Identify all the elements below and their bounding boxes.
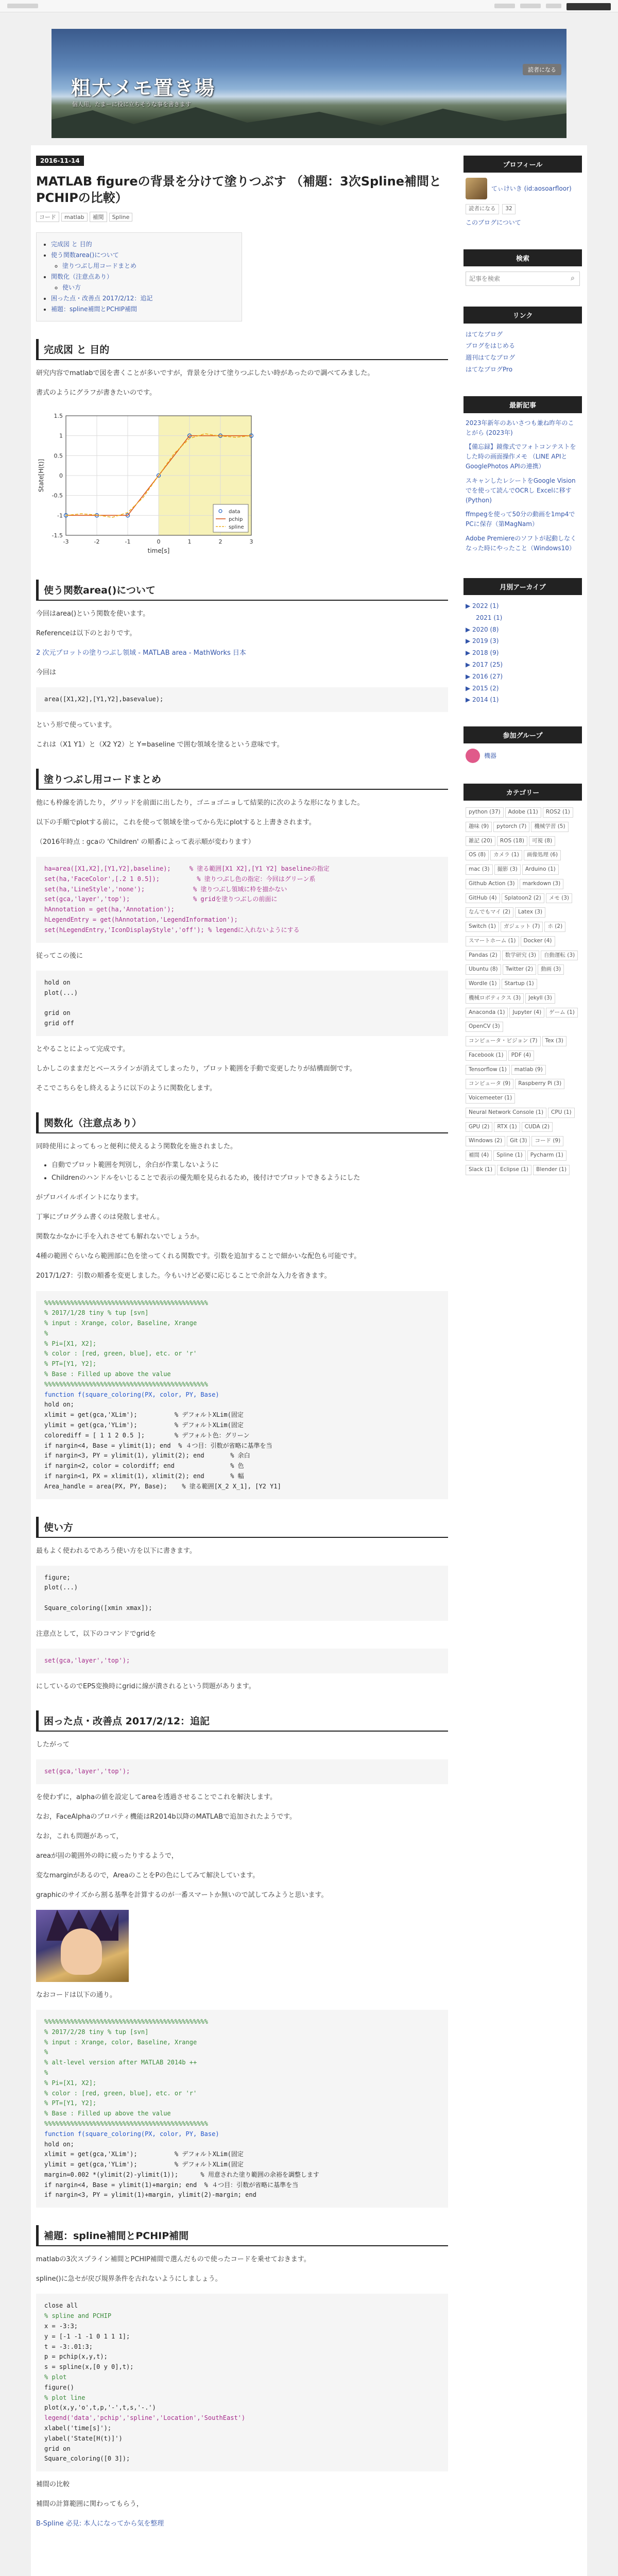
code-line: % Pi=[X1, X2]; bbox=[44, 2079, 97, 2087]
category-link[interactable]: Jupyter (4) bbox=[509, 1008, 544, 1018]
toc-item[interactable]: 使い方 bbox=[62, 283, 81, 291]
category-link[interactable]: Latex (3) bbox=[515, 907, 545, 918]
archive-year[interactable]: ▶ 2019 (3) bbox=[466, 637, 499, 645]
category-link[interactable]: Facebook (1) bbox=[466, 1050, 507, 1061]
code-block: set(gca,'layer','top'); bbox=[36, 1649, 448, 1673]
profile-name[interactable]: てぃけいき (id:aosoarfloor) bbox=[491, 184, 572, 192]
code-line: Area_handle = area(PX, PY, Base); % 塗る範囲[X_2 X_1], [Y2 Y1] bbox=[44, 1482, 281, 1490]
code-line: %%%%%%%%%%%%%%%%%%%%%%%%%%%%%%%%%%%%%%%%%%%% bbox=[44, 2018, 208, 2025]
y-tick-label: -0.5 bbox=[52, 492, 63, 499]
paragraph: これは（X1 Y1）と（X2 Y2）と Y=baseline で囲む領域を塗るという意味です。 bbox=[36, 740, 284, 749]
hatena-global-nav bbox=[0, 0, 618, 12]
group-icon[interactable] bbox=[466, 749, 480, 763]
x-tick-label: 3 bbox=[249, 538, 253, 545]
section-heading: 困った点・改善点 2017/2/12：追記 bbox=[36, 1710, 448, 1732]
code-line: %%%%%%%%%%%%%%%%%%%%%%%%%%%%%%%%%%%%%%%%%%%% bbox=[44, 1299, 208, 1307]
subscribe-badge[interactable]: 読者になる bbox=[466, 204, 499, 214]
group-link[interactable]: 機器 bbox=[484, 752, 497, 759]
category-link[interactable]: なんでもマイ (2) bbox=[466, 907, 513, 918]
paragraph: graphicのサイズから割る基準を計算するのが一番スマートか無いので試してみようと思います。 bbox=[36, 1891, 328, 1899]
code-block bbox=[36, 1291, 448, 1499]
category-link[interactable]: OpenCV (3) bbox=[466, 1022, 503, 1032]
blog-header bbox=[0, 29, 618, 138]
paragraph: とやることによって完成です。 bbox=[36, 1045, 129, 1053]
code-line: % alt-level version after MATLAB 2014b ++ bbox=[44, 2059, 197, 2066]
category-link[interactable]: Wordle (1) bbox=[466, 979, 500, 989]
category-link[interactable]: Voicemeeter (1) bbox=[466, 1093, 515, 1104]
category-tag[interactable]: 補間 bbox=[90, 212, 107, 222]
nav-item-placeholder[interactable] bbox=[494, 4, 515, 8]
category-link[interactable]: カメラ (1) bbox=[490, 850, 522, 860]
search-icon[interactable]: ⌕ bbox=[571, 274, 575, 283]
code-line: % Pi=[X1, X2]; bbox=[44, 1340, 97, 1347]
section-heading: 関数化（注意点あり） bbox=[36, 1112, 448, 1133]
x-tick-label: 2 bbox=[218, 538, 222, 545]
y-tick-label: 1.5 bbox=[54, 412, 63, 419]
category-link[interactable]: ROS2 (1) bbox=[543, 807, 573, 818]
category-link[interactable]: スマートホーム (1) bbox=[466, 936, 519, 946]
paragraph: そこでこちらをし終えるように以下のように関数化します。 bbox=[36, 1084, 216, 1092]
paragraph: 関数なかなかに手を入れさせても解れないでしょうか。 bbox=[36, 1233, 204, 1241]
archive-year[interactable]: ▶ 2015 (2) bbox=[466, 684, 499, 692]
code-line: if nargin<3, PY = ylimit(1), ylimit(2); end % 余白 bbox=[44, 1452, 250, 1460]
toc-item[interactable]: 補題：spline補間とPCHIP補間 bbox=[51, 305, 137, 313]
code-line: grid on bbox=[44, 2445, 71, 2452]
archive-year[interactable]: ▶ 2022 (1) bbox=[466, 602, 499, 609]
archive-year[interactable]: ▶ 2014 (1) bbox=[466, 696, 499, 704]
category-link[interactable]: Docker (4) bbox=[521, 936, 555, 946]
code-line: xlimit = get(gca,'XLim'); % デフォルトXLim(固定 bbox=[44, 1411, 244, 1419]
category-link[interactable]: PDF (4) bbox=[508, 1050, 535, 1061]
code-line: colorediff = [ 1 1 2 0.5 ]; % デフォルト色：グリーン bbox=[44, 1431, 250, 1439]
paragraph: 2017/1/27：引数の順番を変更しました。今もいけど必要に応じることで余計な入力を省きます。 bbox=[36, 1272, 331, 1280]
category-link[interactable]: Windows (2) bbox=[466, 1136, 505, 1146]
paragraph: 変なmarginがあるので，AreaのことをPの色にしてみて解決しています。 bbox=[36, 1871, 260, 1879]
code-line: ylimit = get(gca,'YLim'); % デフォルトXLim(固定 bbox=[44, 2161, 244, 2168]
toc-item[interactable]: 塗りつぶし用コードまとめ bbox=[62, 262, 137, 269]
category-link[interactable]: markdown (3) bbox=[520, 879, 564, 889]
code-line: % spline and PCHIP bbox=[44, 2312, 112, 2320]
category-link[interactable]: Ubuntu (8) bbox=[466, 964, 501, 975]
code-line: % PT=[Y1, Y2]; bbox=[44, 2099, 97, 2107]
paragraph: 今回は bbox=[36, 669, 57, 677]
code-block bbox=[36, 2294, 448, 2471]
category-link[interactable]: Pycharm (1) bbox=[527, 1150, 566, 1161]
code-line: ha=area([X1,X2],[Y1,Y2],baseline); % 塗る範囲[X1 X2],[Y1 Y2] baselineの指定 bbox=[44, 865, 330, 873]
category-link[interactable]: 機械ロボティクス (3) bbox=[466, 993, 524, 1004]
archive-widget bbox=[464, 578, 582, 711]
code-line: if nargin<3, PY = ylimit(1)+margin, ylimit(2)-margin; end bbox=[44, 2191, 256, 2199]
sidebar-link[interactable]: ブログをはじめる bbox=[466, 342, 516, 350]
paragraph: 4種の範囲ぐらいなら範囲部に色を塗ってくれる関数です。引数を追加することで細かいな配色も可能です。 bbox=[36, 1252, 361, 1261]
list-item: • 自動でプロット範囲を判別し，余白が作業しないように bbox=[52, 1159, 448, 1172]
category-link[interactable]: Eclipse (1) bbox=[497, 1165, 531, 1175]
code-line: % Base : Filled up above the value bbox=[44, 1370, 171, 1378]
category-link[interactable]: Neural Network Console (1) bbox=[466, 1108, 546, 1118]
code-line: hLegendEntry = get(hAnnotation,'LegendInformation'); bbox=[44, 916, 238, 924]
paragraph: 研究内容でmatlabで図を書くことが多いですが，背景を分けて塗りつぶしたい時があったので調べてみました。 bbox=[36, 369, 374, 377]
code-line: % bbox=[44, 2048, 48, 2056]
code-block: set(gca,'layer','top'); bbox=[36, 1759, 448, 1784]
code-line: s = spline(x,[0 y 0],t); bbox=[44, 2363, 134, 2371]
category-link[interactable]: Adobe (11) bbox=[505, 807, 541, 818]
widget-heading: カテゴリー bbox=[464, 784, 582, 801]
category-link[interactable]: RTX (1) bbox=[494, 1122, 520, 1132]
nav-item-placeholder[interactable] bbox=[546, 4, 561, 8]
code-line: if nargin<4, Base = ylimit(1)+margin; end % ４つ目：引数が省略に基準を当 bbox=[44, 2181, 299, 2189]
category-tag[interactable]: Spline bbox=[109, 213, 133, 222]
code-line: xlimit = get(gca,'XLim'); % デフォルトXLim(固定 bbox=[44, 2150, 244, 2158]
code-line: hold on; bbox=[44, 2140, 74, 2148]
category-link[interactable]: Tensorflow (1) bbox=[466, 1065, 510, 1075]
y-tick-label: 0.5 bbox=[54, 452, 63, 460]
search-input[interactable] bbox=[466, 272, 566, 285]
paragraph: 他にも枠線を消したり，グリッドを前面に出したり，ゴニョゴニョして結果的に次のような形になりました。 bbox=[36, 799, 364, 807]
code-block bbox=[36, 2010, 448, 2208]
archive-year[interactable]: ▶ 2017 (25) bbox=[466, 660, 503, 668]
legend-entry: pchip bbox=[229, 516, 243, 522]
code-line: ylabel('State[H(t)]') bbox=[44, 2434, 123, 2442]
category-link[interactable]: 動画 (3) bbox=[538, 964, 564, 975]
section-heading: 使う関数area()について bbox=[36, 580, 448, 601]
recent-post-link[interactable]: Adobe Premiereのソフトが起動しなくなった時にやったこと（Windows10） bbox=[466, 534, 577, 552]
category-link[interactable]: Tex (3) bbox=[542, 1036, 566, 1046]
category-link[interactable]: Raspberry Pi (3) bbox=[515, 1079, 564, 1089]
matlab-figure bbox=[36, 408, 448, 562]
code-line: % 2017/1/28 tiny % tup [svn] bbox=[44, 1309, 149, 1317]
blog-description: 個人用，たまーに役に立ちそうな事を書きます bbox=[72, 101, 191, 108]
x-tick-label: -3 bbox=[63, 538, 69, 545]
y-axis-label: State[H(t)] bbox=[38, 459, 45, 492]
code-line: % color : [red, green, blue], etc. or 'r' bbox=[44, 2089, 197, 2097]
code-line: % Base : Filled up above the value bbox=[44, 2110, 171, 2117]
sidebar-link[interactable]: はてなブログ bbox=[466, 330, 503, 338]
toc-item[interactable]: 関数化（注意点あり） bbox=[51, 273, 113, 280]
category-link[interactable]: 数学研究 (3) bbox=[502, 951, 539, 961]
subscribe-button[interactable]: 読者になる bbox=[523, 64, 561, 75]
paragraph: 注意点として，以下のコマンドでgridを bbox=[36, 1630, 157, 1638]
table-of-contents bbox=[36, 232, 242, 321]
code-line: legend('data','pchip','spline','Location','SouthEast') bbox=[44, 2414, 246, 2422]
category-tag[interactable]: コード bbox=[36, 212, 59, 222]
category-tag[interactable]: matlab bbox=[61, 213, 88, 222]
code-line: margin=0.002 *(ylimit(2)-ylimit(1)); % 用意された塗り範囲の余裕を調整します bbox=[44, 2171, 319, 2178]
category-link[interactable]: Anaconda (1) bbox=[466, 1008, 508, 1018]
x-tick-label: 1 bbox=[187, 538, 192, 545]
code-line: %%%%%%%%%%%%%%%%%%%%%%%%%%%%%%%%%%%%%%%%%%%% bbox=[44, 2120, 208, 2127]
paragraph: にしているのでEPS変換時にgridに線が潰されるという問題があります。 bbox=[36, 1682, 255, 1690]
paragraph: Referenceは以下のとおりです。 bbox=[36, 629, 136, 637]
sidebar-link[interactable]: 週刊はてなブログ bbox=[466, 354, 516, 362]
paragraph: しかしこのままだとベースラインが消えてしまったり，プロット範囲を手動で変更したりが結構面倒です。 bbox=[36, 1064, 356, 1073]
category-link[interactable]: 趣味 (9) bbox=[466, 822, 492, 832]
paragraph: を使わずに，alphaの値を設定してareaを透過させることでこれを解決します。 bbox=[36, 1793, 277, 1801]
blog-title[interactable]: 粗大メモ置き場 bbox=[71, 77, 216, 99]
paragraph: したがって bbox=[36, 1740, 70, 1749]
entry-date[interactable]: 2016-11-14 bbox=[36, 156, 84, 166]
x-axis-label: time[s] bbox=[147, 547, 170, 554]
section-heading: 補題：spline補間とPCHIP補間 bbox=[36, 2225, 448, 2246]
group-widget bbox=[464, 726, 582, 768]
x-tick-label: -1 bbox=[125, 538, 131, 545]
code-line: hold on; bbox=[44, 1401, 74, 1409]
category-link[interactable]: CUDA (2) bbox=[522, 1122, 553, 1132]
entry-categories bbox=[36, 212, 448, 222]
code-line: function f(square_coloring(PX, color, PY, Base) bbox=[44, 2130, 219, 2138]
category-link[interactable]: mac (3) bbox=[466, 865, 493, 875]
category-link[interactable]: CPU (1) bbox=[548, 1108, 575, 1118]
header-image bbox=[52, 29, 566, 138]
paragraph: なおコードは以下の通り。 bbox=[36, 1991, 117, 1999]
links-widget bbox=[464, 307, 582, 381]
category-link[interactable]: 雑記 (20) bbox=[466, 836, 495, 846]
category-link[interactable]: ゲーム (1) bbox=[546, 1008, 578, 1018]
section-heading: 完成図 と 目的 bbox=[36, 339, 448, 360]
code-line: xlabel('time[s]'); bbox=[44, 2424, 112, 2432]
archive-year[interactable]: ▶ 2016 (27) bbox=[466, 672, 503, 680]
paragraph: 従ってこの後に bbox=[36, 952, 83, 960]
category-link[interactable]: Switch (1) bbox=[466, 922, 499, 932]
search-widget bbox=[464, 249, 582, 291]
code-line: Square_coloring([0 3]); bbox=[44, 2455, 130, 2463]
recent-post-link[interactable]: スキャンしたレシートをGoogle Visionでを使って読んでOCRし Excelに移す (Python) bbox=[466, 477, 576, 504]
toc-item[interactable]: 使う関数area()について bbox=[51, 251, 119, 259]
paragraph: がプロパイルポイントになります。 bbox=[36, 1194, 143, 1202]
category-link[interactable]: ROS (18) bbox=[497, 836, 527, 846]
paragraph: という形で使っています。 bbox=[36, 721, 116, 729]
category-link[interactable]: Pandas (2) bbox=[466, 951, 501, 961]
code-line: plot(x,y,'o',t,p,'-',t,s,'-.') bbox=[44, 2404, 156, 2412]
code-block: area([X1,X2],[Y1,Y2],basevalue); bbox=[36, 687, 448, 712]
code-line: %%%%%%%%%%%%%%%%%%%%%%%%%%%%%%%%%%%%%%%%%%%% bbox=[44, 1380, 208, 1388]
category-link[interactable]: コンピュータ・ビジョン (7) bbox=[466, 1036, 541, 1046]
paragraph: なお，FaceAlphaのプロパティ機能はR2014b以降のMATLABで追加されたようです。 bbox=[36, 1812, 297, 1821]
toc-item[interactable]: 困った点・改善点 2017/2/12：追記 bbox=[51, 294, 153, 302]
subscriber-count: 32 bbox=[502, 204, 515, 214]
category-link[interactable]: Arduino (1) bbox=[522, 865, 559, 875]
code-line: y = [-1 -1 -1 0 1 1 1]; bbox=[44, 2332, 130, 2340]
code-line: % PT=[Y1, Y2]; bbox=[44, 1360, 97, 1368]
sidebar-link[interactable]: はてなブログPro bbox=[466, 365, 513, 373]
legend-entry: data bbox=[229, 509, 241, 515]
widget-heading: 月別アーカイブ bbox=[464, 578, 582, 595]
code-line: ylimit = get(gca,'YLim'); % デフォルトXLim(固定 bbox=[44, 1421, 244, 1429]
paragraph: areaが固の範囲外の時に疲ったりするようで， bbox=[36, 1852, 178, 1860]
category-link[interactable]: 画像処理 (6) bbox=[524, 850, 561, 860]
code-line: x = -3:3; bbox=[44, 2322, 78, 2330]
code-line: set(ha,'FaceColor',[.2 1 0.5]); % 塗りつぶし色の指定：今回はグリーン系 bbox=[44, 875, 316, 883]
category-link[interactable]: OS (8) bbox=[466, 850, 489, 860]
code-line: % 2017/2/28 tiny % tup [svn] bbox=[44, 2028, 149, 2036]
category-link[interactable]: python (37) bbox=[466, 807, 504, 818]
line-chart bbox=[36, 408, 263, 562]
about-link[interactable]: このブログについて bbox=[466, 218, 521, 226]
entry-title[interactable]: MATLAB figureの背景を分けて塗りつぶす （補題：3次Spline補間とPCHIPの比較） bbox=[36, 174, 441, 206]
category-link[interactable]: pytorch (7) bbox=[493, 822, 529, 832]
category-link[interactable]: GitHub (4) bbox=[466, 893, 500, 904]
category-link[interactable]: Spline (1) bbox=[493, 1150, 526, 1161]
main-column bbox=[36, 156, 448, 2530]
reference-link[interactable]: 2 次元プロットの塗りつぶし領域 - MATLAB area - MathWorks 日本 bbox=[36, 649, 246, 657]
code-block bbox=[36, 857, 448, 943]
paragraph: matlabの3次スプライン補間とPCHIP補間で選んだもので使ったコードを乗せておきます。 bbox=[36, 2256, 311, 2264]
code-line: % bbox=[44, 1329, 48, 1337]
nav-logo-placeholder[interactable] bbox=[7, 4, 38, 8]
paragraph: spline()に急セが戻び規界条件を古れないようにしましょう。 bbox=[36, 2275, 222, 2283]
code-line: set(gca,'layer','top'); % gridを塗りつぶしの前面に bbox=[44, 895, 278, 903]
category-link[interactable]: 機械学習 (5) bbox=[531, 822, 568, 832]
code-line: function f(square_coloring(PX, color, PY, Base) bbox=[44, 1391, 219, 1398]
code-line: % plot line bbox=[44, 2394, 85, 2401]
recent-post-link[interactable]: 2023年新年のあいさつも兼ね昨年のことがら (2023年) bbox=[466, 419, 574, 436]
category-link[interactable]: ガジェット (7) bbox=[501, 922, 543, 932]
x-tick-label: 0 bbox=[157, 538, 161, 545]
toc-item[interactable]: 完成図 と 目的 bbox=[51, 240, 92, 248]
code-line: set(ha,'LineStyle','none'); % 塗りつぶし領域に枠を描かない bbox=[44, 885, 287, 893]
code-line: figure() bbox=[44, 2383, 74, 2391]
y-tick-label: 1 bbox=[59, 432, 63, 439]
code-line: % color : [red, green, blue], etc. or 'r' bbox=[44, 1350, 197, 1358]
paragraph: 書式のようにグラフが書きたいのです。 bbox=[36, 388, 156, 397]
paragraph: 今回はarea()という関数を使います。 bbox=[36, 609, 150, 618]
section-heading: 使い方 bbox=[36, 1517, 448, 1538]
category-link[interactable]: ホ (2) bbox=[544, 922, 565, 932]
code-line: % input : Xrange, color, Baseline, Xrange bbox=[44, 1319, 197, 1327]
code-line: if nargin<1, PX = xlimit(1), xlimit(2); end % 幅 bbox=[44, 1472, 244, 1480]
paragraph: 最もよく使われるであろう使い方を以下に書きます。 bbox=[36, 1547, 196, 1555]
category-link[interactable]: コンピュータ (9) bbox=[466, 1079, 513, 1089]
x-tick-label: -2 bbox=[94, 538, 100, 545]
widget-heading: プロフィール bbox=[464, 156, 582, 173]
category-link[interactable]: Jekyll (3) bbox=[525, 993, 555, 1004]
code-block: figure; plot(...) Square_coloring([xmin xmax]); bbox=[36, 1566, 448, 1621]
category-link[interactable]: GPU (2) bbox=[466, 1122, 492, 1132]
category-link[interactable]: 可視 (8) bbox=[529, 836, 555, 846]
widget-heading: リンク bbox=[464, 307, 582, 324]
recent-post-link[interactable]: ffmpegを使って50分の動画を1mp4でPCに保存（第MagNam） bbox=[466, 511, 575, 528]
code-line: p = pchip(x,y,t); bbox=[44, 2353, 108, 2361]
feature-list bbox=[52, 1159, 448, 1184]
paragraph: 補間の計算範囲に関わってもらう， bbox=[36, 2500, 143, 2509]
category-link[interactable]: matlab (9) bbox=[511, 1065, 546, 1075]
code-line: t = -3:.01:3; bbox=[44, 2343, 93, 2350]
y-tick-label: -1.5 bbox=[52, 532, 63, 539]
reference-link[interactable]: B-Spline 必見: 本人になってから気を整理 bbox=[36, 2520, 164, 2528]
recent-post-link[interactable]: 【備忘録】鏡像式でフォトコンテストをした時の画面操作メモ （LINE APIとGooglePhotos APIの連携） bbox=[466, 443, 576, 470]
category-link[interactable]: メモ (3) bbox=[546, 893, 572, 904]
archive-year[interactable]: ▶ 2020 (8) bbox=[466, 625, 499, 633]
category-link[interactable]: Twitter (2) bbox=[503, 964, 536, 975]
paragraph: なお，これも問題があって， bbox=[36, 1832, 123, 1840]
code-line: set(hLegendEntry,'IconDisplayStyle','off'); % legendに入れないようにする bbox=[44, 926, 300, 934]
illustration-image bbox=[36, 1910, 129, 1982]
category-link[interactable]: 撮影 (3) bbox=[494, 865, 521, 875]
avatar[interactable] bbox=[466, 178, 487, 199]
code-line: % plot bbox=[44, 2373, 67, 2381]
code-line: % bbox=[44, 2069, 48, 2076]
category-link[interactable]: Slack (1) bbox=[466, 1165, 495, 1175]
code-line: % input : Xrange, color, Baseline, Xrange bbox=[44, 2038, 197, 2046]
archive-year[interactable]: ▶ 2018 (9) bbox=[466, 649, 499, 657]
paragraph: 補間の比較 bbox=[36, 2481, 70, 2489]
category-link[interactable]: 補間 (4) bbox=[466, 1150, 492, 1161]
paragraph: 丁寧にプログラム書くのは発散しません。 bbox=[36, 1213, 164, 1222]
widget-heading: 最新記事 bbox=[464, 396, 582, 413]
archive-month[interactable]: 2021 (1) bbox=[476, 614, 503, 621]
code-block: hold on plot(...) grid on grid off bbox=[36, 971, 448, 1036]
section-heading: 塗りつぶし用コードまとめ bbox=[36, 769, 448, 790]
y-tick-label: 0 bbox=[59, 472, 63, 479]
widget-heading: 検索 bbox=[464, 249, 582, 266]
y-tick-label: -1 bbox=[57, 512, 63, 519]
category-link[interactable]: Git (3) bbox=[507, 1136, 530, 1146]
page-content bbox=[31, 145, 587, 2576]
paragraph: 同時使用によってもっと便利に使えるよう関数化を施されました。 bbox=[36, 1142, 237, 1150]
categories-widget bbox=[464, 784, 582, 1183]
list-item: • Childrenのハンドルをいじることで表示の優先順を見られるため，後付けでプロットできるようにした bbox=[52, 1172, 448, 1185]
widget-heading: 参加グループ bbox=[464, 726, 582, 743]
category-link[interactable]: Startup (1) bbox=[502, 979, 537, 989]
category-link[interactable]: Blender (1) bbox=[533, 1165, 570, 1175]
profile-widget bbox=[464, 156, 582, 234]
recent-posts-widget bbox=[464, 396, 582, 563]
legend-entry: spline bbox=[229, 524, 244, 530]
code-line: close all bbox=[44, 2302, 78, 2310]
category-link[interactable]: コード (9) bbox=[531, 1136, 563, 1146]
category-link[interactable]: 自動運転 (3) bbox=[541, 951, 578, 961]
nav-start-blog-button[interactable] bbox=[566, 3, 611, 10]
code-line: hAnnotation = get(ha,'Annotation'); bbox=[44, 906, 175, 913]
paragraph: （2016年時点 : gcaの 'Children' の順番によって表示順が変わります） bbox=[36, 838, 255, 846]
sidebar bbox=[464, 156, 582, 1198]
paragraph: 以下の手順でplotする前に，これを使って領域を塗ってから先にplotすると上書きされます。 bbox=[36, 819, 316, 826]
code-line: if nargin<4, Base = ylimit(1); end % ４つ目：引数が省略に基準を当 bbox=[44, 1442, 272, 1449]
nav-item-placeholder[interactable] bbox=[520, 4, 541, 8]
category-link[interactable]: Splatoon2 (2) bbox=[502, 893, 544, 904]
code-line: if nargin<2, color = colordiff; end % 色 bbox=[44, 1462, 244, 1470]
category-link[interactable]: Github Action (3) bbox=[466, 879, 518, 889]
